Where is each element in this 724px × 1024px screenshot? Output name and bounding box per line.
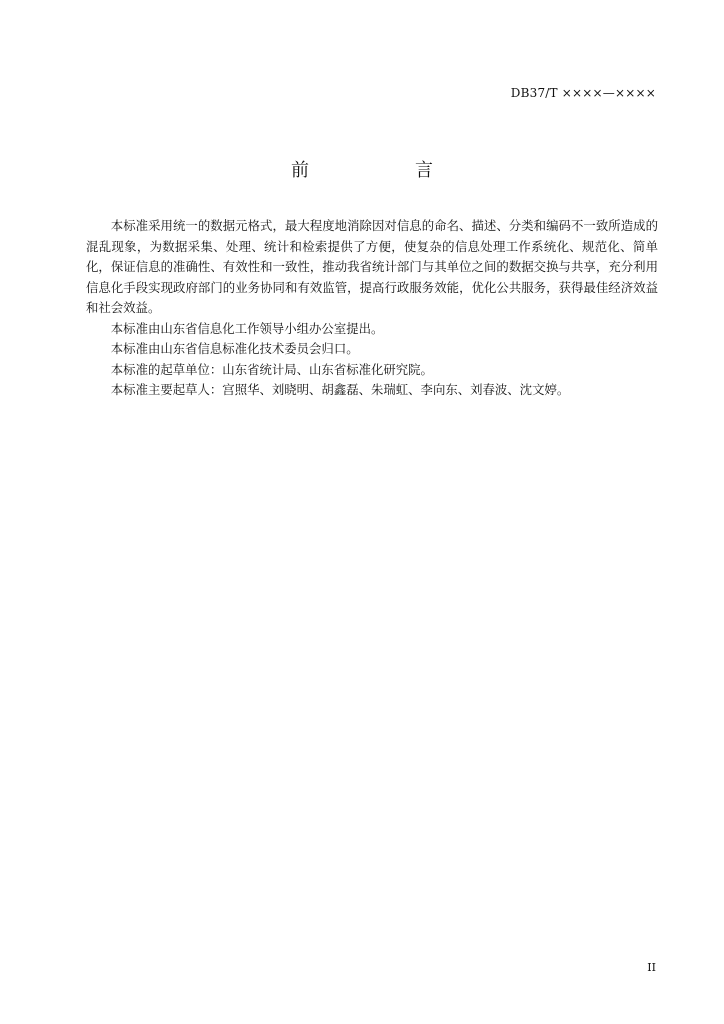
standard-code: DB37/T ××××—×××× xyxy=(510,86,656,100)
paragraph-main-drafters: 本标准主要起草人：宫照华、刘晓明、胡鑫磊、朱瑞虹、李向东、刘春波、沈文婷。 xyxy=(110,382,570,397)
page-title: 前 言 xyxy=(291,160,477,181)
paragraph-purpose: 本标准采用统一的数据元格式，最大程度地消除因对信息的命名、描述、分类和编码不一致所造成的混乱现象，为数据采集、处理、统计和检索提供了方便，使复杂的信息处理工作系统化、规范化、简单化，保证信息的准确性、有效性和一致性，推动我省统计部门与其单位之间的数据交换与共享，充分利用信息化手段实现政府部门的业务协同和有效监管，提高行政服务效能，优化公共服务，获得最佳经济效益和社会效益。 xyxy=(86,218,658,315)
paragraph-proposer: 本标准由山东省信息化工作领导小组办公室提出。 xyxy=(110,320,384,336)
foreword-body xyxy=(86,216,658,401)
paragraph-responsible-committee: 本标准由山东省信息标准化技术委员会归口。 xyxy=(110,341,359,356)
paragraph-drafting-units: 本标准的起草单位：山东省统计局、山东省标准化研究院。 xyxy=(110,361,433,377)
page-number: II xyxy=(647,961,656,974)
